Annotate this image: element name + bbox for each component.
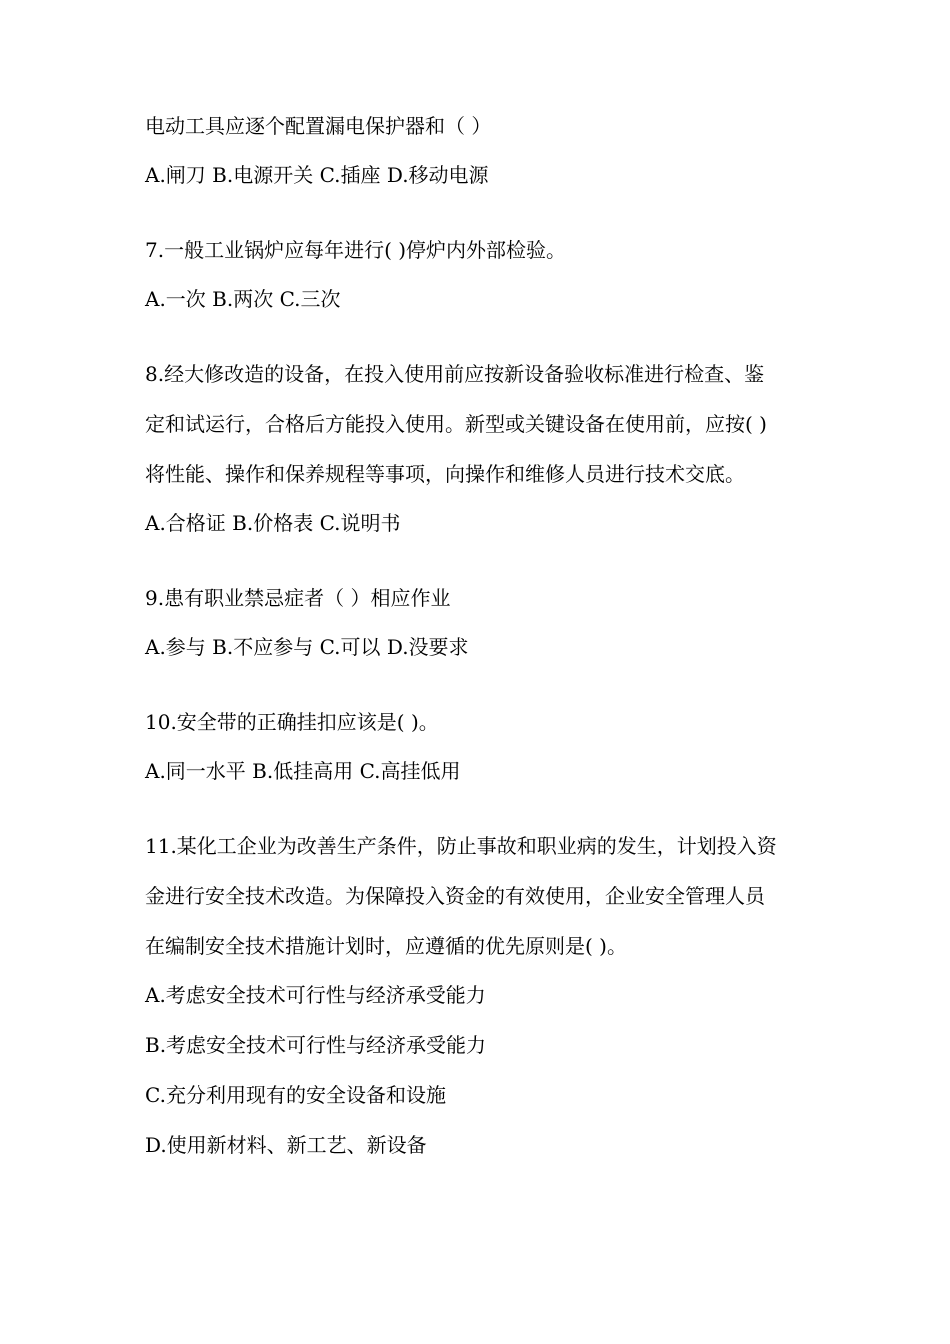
question-text: 金进行安全技术改造。为保障投入资金的有效使用，企业安全管理人员: [145, 884, 765, 908]
question-block: [145, 114, 825, 187]
question-block: [145, 586, 825, 659]
answer-options: A.一次 B.两次 C.三次: [145, 287, 341, 311]
answer-option: D.使用新材料、新工艺、新设备: [145, 1133, 427, 1157]
question-text: 10.安全带的正确挂扣应该是( )。: [145, 710, 439, 734]
question-text: 将性能、操作和保养规程等事项，向操作和维修人员进行技术交底。: [145, 462, 745, 486]
question-text: 7.一般工业锅炉应每年进行( )停炉内外部检验。: [145, 238, 567, 262]
question-block: [145, 710, 825, 783]
answer-options: A.参与 B.不应参与 C.可以 D.没要求: [145, 635, 469, 659]
question-block: [145, 362, 825, 535]
answer-options: A.同一水平 B.低挂高用 C.高挂低用: [145, 759, 461, 783]
question-text: 8.经大修改造的设备，在投入使用前应按新设备验收标准进行检查、鉴: [145, 362, 765, 386]
answer-option: A.考虑安全技术可行性与经济承受能力: [145, 983, 486, 1007]
answer-option: B.考虑安全技术可行性与经济承受能力: [145, 1033, 487, 1057]
question-text: 11.某化工企业为改善生产条件，防止事故和职业病的发生，计划投入资: [145, 834, 777, 858]
question-text: 定和试运行，合格后方能投入使用。新型或关键设备在使用前，应按( ): [145, 412, 767, 436]
question-block: [145, 834, 825, 1157]
document-page: [145, 114, 825, 1157]
question-text: 9.患有职业禁忌症者（ ）相应作业: [145, 586, 451, 610]
question-text: 在编制安全技术措施计划时，应遵循的优先原则是( )。: [145, 934, 627, 958]
question-block: [145, 238, 825, 311]
question-text: 电动工具应逐个配置漏电保护器和（ ）: [145, 114, 492, 138]
answer-option: C.充分利用现有的安全设备和设施: [145, 1083, 446, 1107]
answer-options: A.闸刀 B.电源开关 C.插座 D.移动电源: [145, 163, 489, 187]
answer-options: A.合格证 B.价格表 C.说明书: [145, 511, 401, 535]
